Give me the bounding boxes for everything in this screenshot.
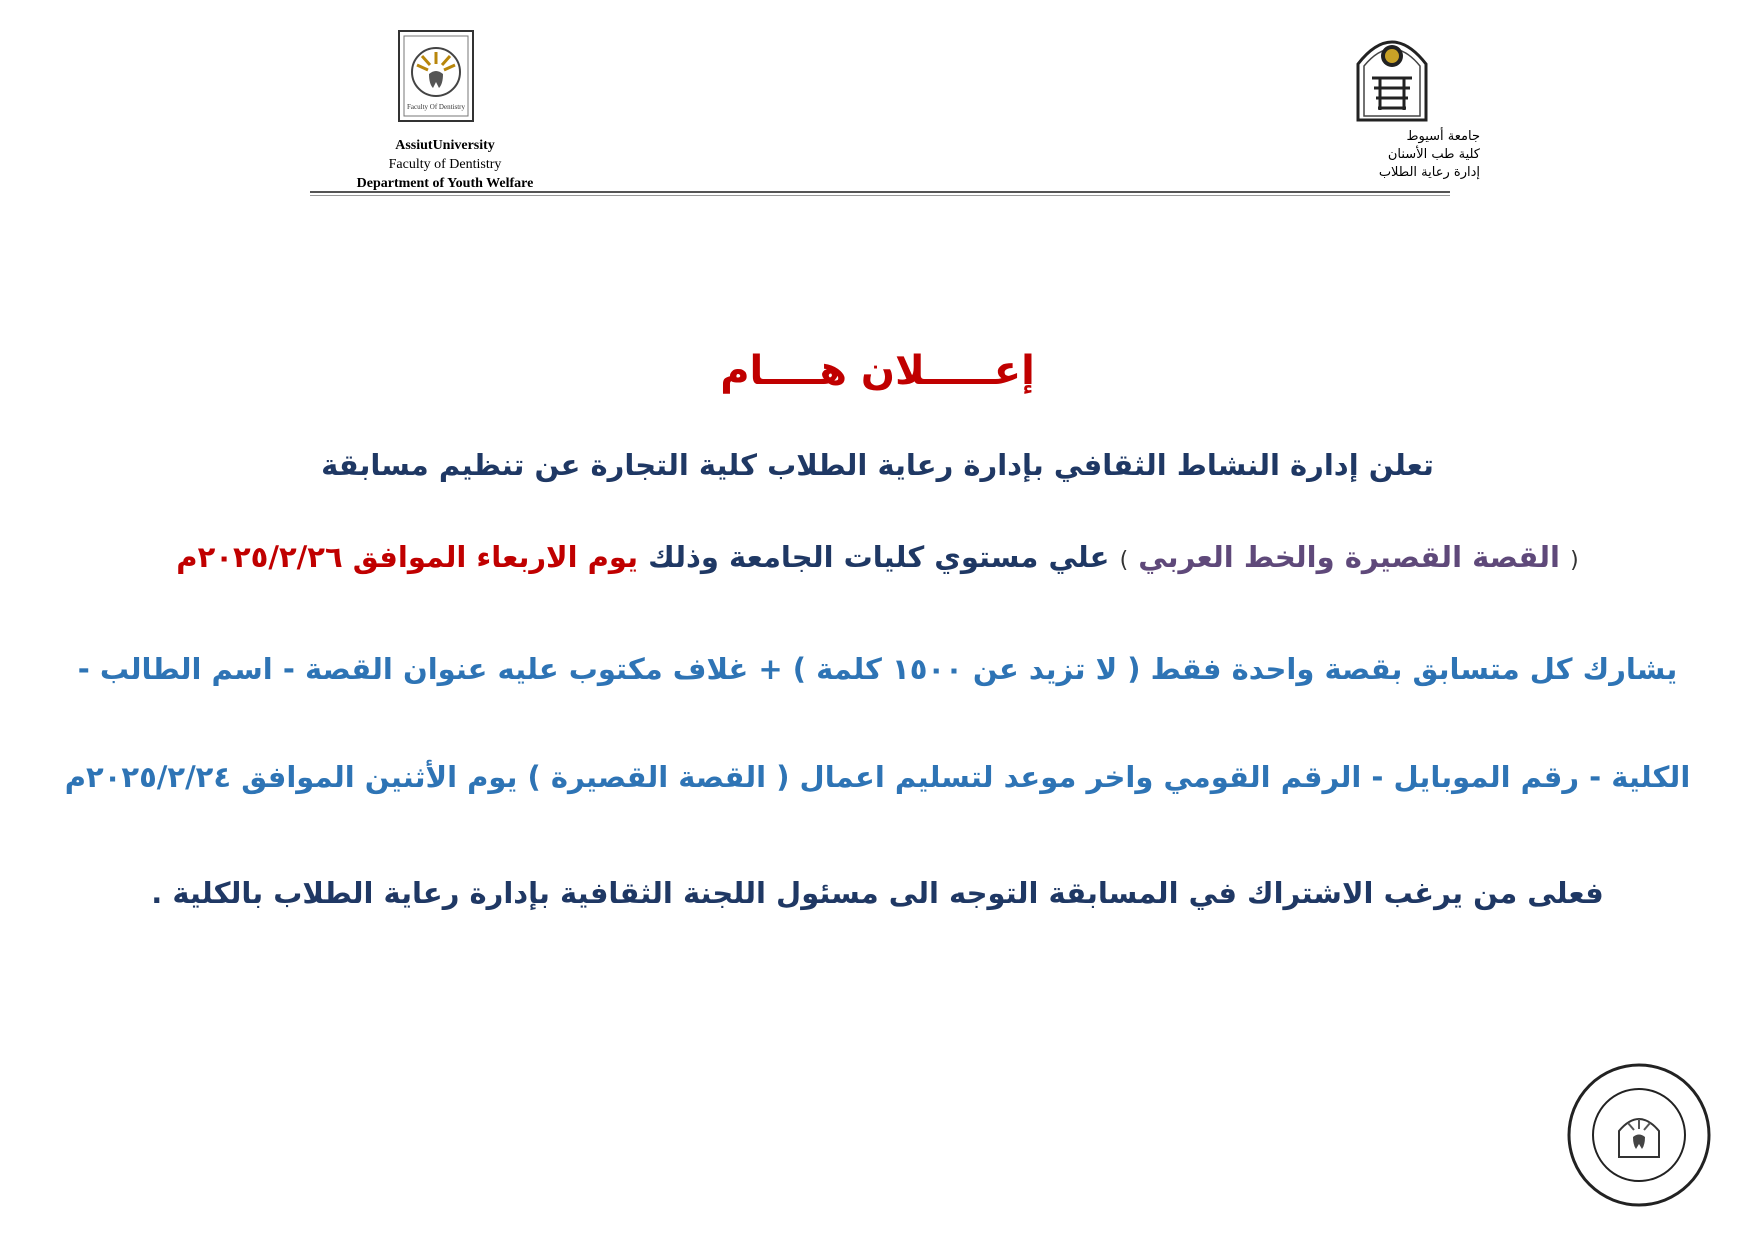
announcement-title: إعـــــلان هــــام [720, 348, 1035, 394]
announcement-line-3: يشارك كل متسابق بقصة واحدة فقط ( لا تزيد عن ١٥٠٠ كلمة ) + غلاف مكتوب عليه عنوان القصة - اسم الطالب - [77, 652, 1678, 686]
official-stamp-icon [1566, 1062, 1712, 1208]
paren-open: ( [1570, 548, 1579, 573]
paren-close: ) [1119, 548, 1129, 573]
header-divider [310, 191, 1450, 193]
left-logo-caption: Faculty Of Dentistry [407, 103, 465, 111]
header-ar-university: جامعة أسيوط [1406, 129, 1480, 144]
header-en-university: AssiutUniversity [395, 138, 495, 153]
competition-names: القصة القصيرة والخط العربي [1138, 540, 1560, 574]
competition-level: علي مستوي كليات الجامعة وذلك [648, 540, 1110, 574]
announcement-line-1: تعلن إدارة النشاط الثقافي بإدارة رعاية الطلاب كلية التجارة عن تنظيم مسابقة [321, 448, 1434, 482]
assiut-university-logo-icon [1354, 30, 1430, 122]
header-divider-thin [310, 195, 1450, 196]
header-ar-faculty: كلية طب الأسنان [1387, 147, 1480, 162]
announcement-line-4: الكلية - رقم الموبايل - الرقم القومي واخر موعد لتسليم اعمال ( القصة القصيرة ) يوم الأثنين الموافق ٢٠٢٥/٢/٢٤م [64, 760, 1691, 794]
header-en-department: Department of Youth Welfare [356, 176, 534, 191]
arabic-header [1310, 128, 1480, 182]
header-en-faculty: Faculty of Dentistry [388, 157, 502, 172]
header-ar-department: إدارة رعاية الطلاب [1378, 165, 1480, 180]
announcement-line-2 [0, 540, 1755, 574]
announcement-line-5: فعلى من يرغب الاشتراك في المسابقة التوجه الى مسئول اللجنة الثقافية بإدارة رعاية الطلاب بالكلية . [151, 876, 1604, 910]
faculty-of-dentistry-logo-icon [398, 30, 474, 122]
english-header [300, 136, 590, 193]
competition-date: يوم الاربعاء الموافق ٢٠٢٥/٢/٢٦م [176, 540, 638, 574]
